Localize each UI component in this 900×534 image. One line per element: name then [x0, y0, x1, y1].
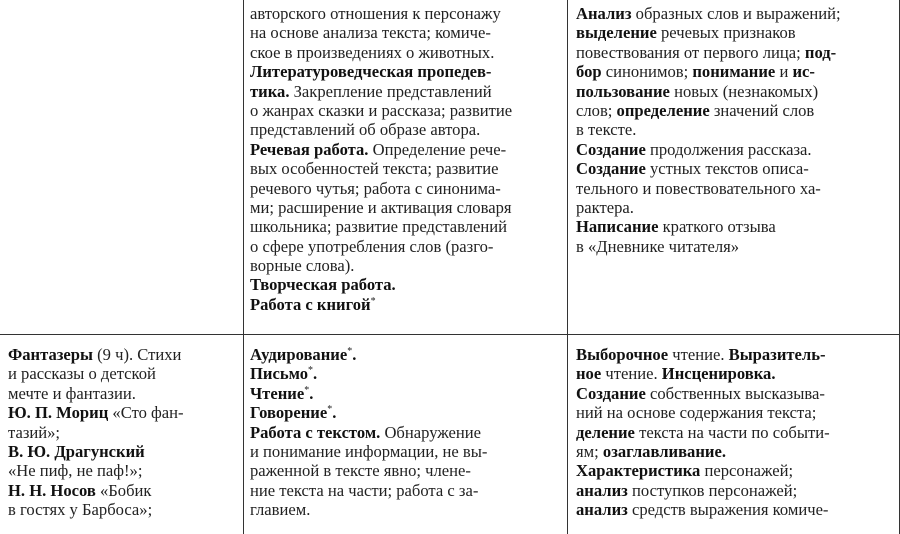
text-line [250, 198, 562, 217]
bold-term: Речевая работа. [250, 139, 369, 159]
bold-term: Работа с книгой [250, 294, 371, 314]
row1-topics-cell [0, 0, 243, 334]
text-run: главием. [250, 500, 311, 520]
bold-term: ис- [792, 62, 815, 82]
text-line [8, 403, 240, 422]
text-line [250, 43, 562, 62]
bold-term: Выборочное [576, 345, 669, 364]
text-line [576, 101, 894, 120]
text-line [250, 237, 562, 256]
bold-term: понимание [692, 62, 776, 82]
bold-term: . [332, 403, 337, 423]
bold-term: выделение [576, 23, 657, 43]
text-run: вых особенностей текста; развитие [250, 159, 499, 179]
text-line [250, 423, 562, 442]
bold-term: В. Ю. Драгунский [8, 441, 145, 461]
text-line [576, 423, 894, 442]
bold-term: Выразитель- [728, 345, 826, 364]
text-run: чтение. [601, 364, 662, 384]
text-line [8, 364, 240, 383]
text-line [250, 159, 562, 178]
text-run: Обнаружение [380, 422, 482, 442]
text-run: ми; расширение и активация словаря [250, 197, 512, 217]
text-run: ское в произведениях о животных. [250, 42, 495, 62]
text-run: на основе анализа текста; комиче- [250, 23, 491, 43]
text-run: повествования от первого лица; [576, 42, 805, 62]
text-line [576, 140, 894, 159]
bold-term: Ю. П. Мориц [8, 403, 109, 423]
text-run: «Сто фан- [108, 403, 184, 423]
row2-topics-cell [8, 345, 240, 520]
text-run: о сфере употребления слов (разго- [250, 236, 494, 256]
bold-term: Характеристика [576, 461, 701, 481]
text-line [250, 82, 562, 101]
text-line [576, 237, 894, 256]
text-run: в гостях у Барбоса»; [8, 500, 153, 520]
bold-term: . [352, 345, 357, 364]
bold-term: анализ [576, 500, 628, 520]
bold-term: Создание [576, 139, 646, 159]
text-run: ние текста на части; работа с за- [250, 480, 479, 500]
bold-term: тика. [250, 81, 290, 101]
footnote-marker: * [308, 365, 313, 377]
footnote-marker: * [327, 404, 333, 416]
row1-activities-cell [250, 4, 562, 314]
text-line [576, 82, 894, 101]
text-line [250, 62, 562, 81]
text-line [250, 500, 562, 519]
text-run: краткого отзыва [658, 217, 776, 237]
text-line [250, 442, 562, 461]
text-run: в «Дневнике читателя» [576, 236, 740, 256]
text-run: (9 ч). Стихи [92, 345, 182, 364]
text-run: авторского отношения к персонажу [250, 4, 501, 23]
text-run: образных слов и выражений; [631, 4, 841, 23]
text-run: и рассказы о детской [8, 364, 156, 384]
text-run: речевого чутья; работа с синонима- [250, 178, 501, 198]
text-line [250, 364, 562, 383]
row-divider [0, 334, 900, 335]
text-line [250, 23, 562, 42]
text-line [250, 384, 562, 403]
text-run: о жанрах сказки и рассказа; развитие [250, 100, 513, 120]
text-line [576, 4, 894, 23]
text-run: поступков персонажей; [627, 480, 798, 500]
text-run: персонажей; [700, 461, 794, 481]
text-line [250, 461, 562, 480]
text-line [576, 120, 894, 139]
bold-term: Н. Н. Носов [8, 480, 96, 500]
text-run: мечте и фантазии. [8, 383, 136, 403]
text-line [576, 159, 894, 178]
bold-term: анализ [576, 480, 628, 500]
bold-term: Творческая работа. [250, 275, 396, 295]
bold-term: . [309, 383, 314, 403]
text-run: раженной в тексте явно; члене- [250, 461, 471, 481]
text-line [576, 481, 894, 500]
text-line [8, 384, 240, 403]
text-run: речевых признаков [656, 23, 796, 43]
text-run: тазий»; [8, 422, 61, 442]
text-line [576, 403, 894, 422]
column-divider-2 [567, 0, 568, 534]
text-run: Определение рече- [368, 139, 507, 159]
text-line [8, 345, 240, 364]
text-line [8, 500, 240, 519]
bold-term: Создание [576, 159, 646, 179]
bold-term: Создание [576, 383, 646, 403]
text-line [250, 217, 562, 236]
bold-term: Говорение [250, 403, 328, 423]
bold-term: деление [576, 422, 635, 442]
text-line [8, 481, 240, 500]
text-line [576, 62, 894, 81]
text-line [576, 43, 894, 62]
text-run: в тексте. [576, 120, 637, 140]
text-run: и [775, 62, 793, 82]
text-line [250, 140, 562, 159]
bold-term: определение [616, 100, 710, 120]
text-line [576, 198, 894, 217]
text-run: «Не пиф, не паф!»; [8, 461, 143, 481]
row1-skills-cell [576, 4, 894, 256]
text-line [250, 179, 562, 198]
text-line [576, 364, 894, 383]
text-run: «Бобик [95, 480, 152, 500]
text-run: продолжения рассказа. [645, 139, 812, 159]
bold-term: Аудирование [250, 345, 348, 364]
text-line [250, 295, 562, 314]
text-line [576, 461, 894, 480]
bold-term: Работа с текстом. [250, 422, 381, 442]
bold-term: . [313, 364, 318, 384]
text-line [250, 275, 562, 294]
text-run: значений слов [709, 100, 815, 120]
footnote-marker: * [304, 384, 310, 396]
text-run: ний на основе содержания текста; [576, 403, 817, 423]
bold-term: Инсценировка. [661, 364, 776, 384]
text-line [250, 101, 562, 120]
text-line [576, 23, 894, 42]
bold-term: ное [576, 364, 602, 384]
text-line [250, 481, 562, 500]
text-line [250, 120, 562, 139]
bold-term: Анализ [576, 4, 632, 23]
text-run: чтение. [668, 345, 729, 364]
text-line [250, 4, 562, 23]
text-run: Закрепление представлений [289, 81, 492, 101]
footnote-marker: * [347, 346, 353, 357]
text-run: устных текстов описа- [645, 159, 809, 179]
text-line [576, 345, 894, 364]
bold-term: Литературоведческая пропедев- [250, 62, 492, 82]
text-line [8, 442, 240, 461]
bold-term: пользование [576, 81, 670, 101]
text-run: ворные слова). [250, 256, 355, 276]
text-run: собственных высказыва- [645, 383, 825, 403]
bold-term: Чтение [250, 383, 305, 403]
text-run: слов; [576, 100, 617, 120]
text-run: школьника; развитие представлений [250, 217, 508, 237]
text-line [8, 461, 240, 480]
text-run: тельного и повествовательного ха- [576, 178, 821, 198]
row2-skills-cell [576, 345, 894, 520]
text-line [250, 256, 562, 275]
bold-term: бор [576, 62, 602, 82]
text-line [250, 403, 562, 422]
text-run: текста на части по событи- [634, 422, 830, 442]
text-line [576, 179, 894, 198]
text-run: и понимание информации, не вы- [250, 441, 488, 461]
text-line [576, 384, 894, 403]
text-run: представлений об образе автора. [250, 120, 481, 140]
text-line [576, 442, 894, 461]
text-line [250, 345, 562, 364]
text-run: ям; [576, 441, 603, 461]
text-run: рактера. [576, 197, 634, 217]
bold-term: озаглавливание. [602, 441, 726, 461]
text-run: новых (незнакомых) [669, 81, 819, 101]
text-line [576, 500, 894, 519]
bold-term: Фантазеры [8, 345, 93, 364]
bold-term: Письмо [250, 364, 308, 384]
bold-term: Написание [576, 217, 659, 237]
text-line [8, 423, 240, 442]
text-run: средств выражения комиче- [627, 500, 829, 520]
bold-term: под- [804, 42, 837, 62]
row2-activities-cell [250, 345, 562, 520]
footnote-marker: * [370, 295, 376, 307]
column-divider-1 [243, 0, 244, 534]
text-line [576, 217, 894, 236]
text-run: синонимов; [601, 62, 693, 82]
